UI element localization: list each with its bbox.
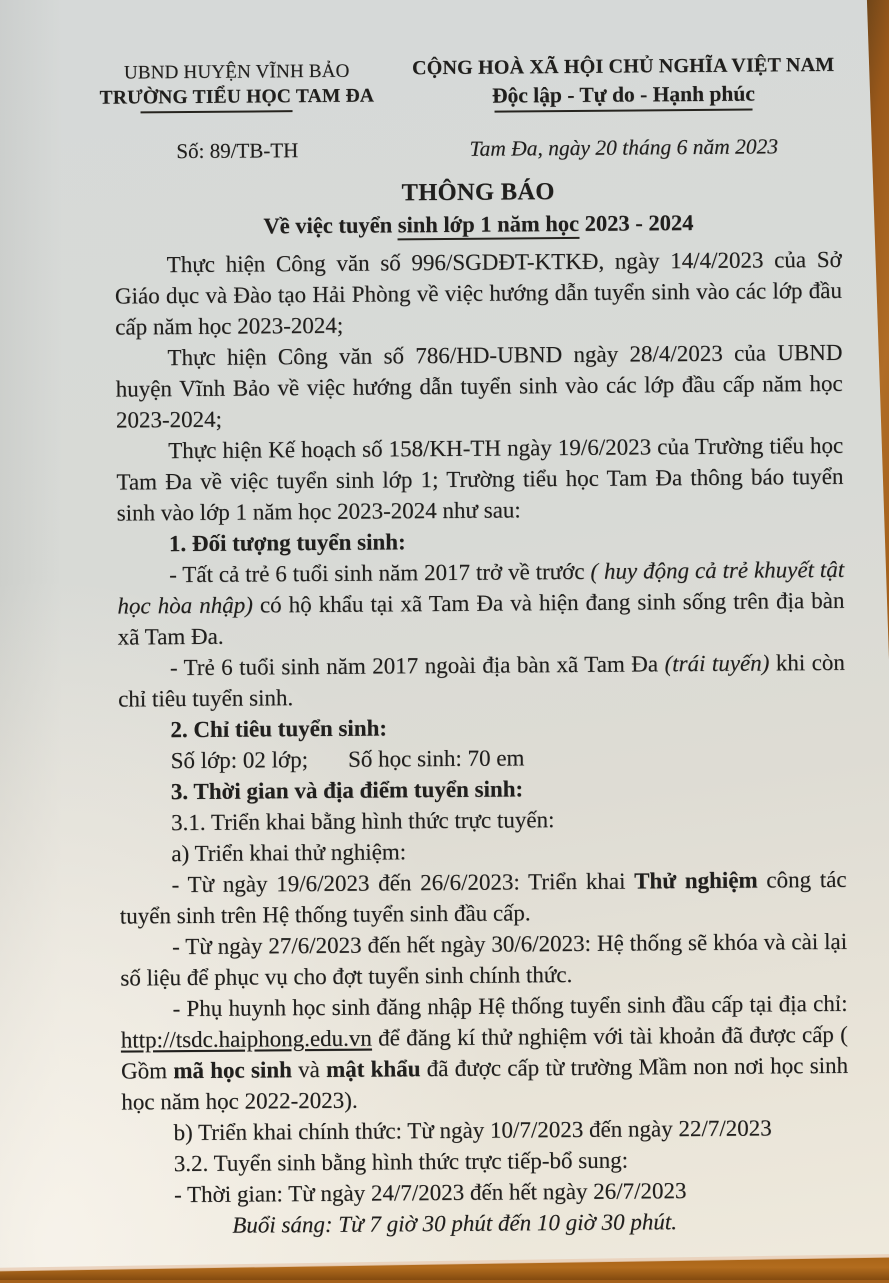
text-run-bold: mã học sinh [173, 1057, 292, 1084]
text-run: có hộ khẩu tại xã Tam Đa và hiện đang sinh sống trên địa bàn xã Tam Đa. [117, 587, 845, 650]
subtitle-text: Về việc tuyển [263, 212, 398, 239]
section-heading-3: 3. Thời gian và địa điểm tuyển sinh: [170, 776, 524, 805]
student-count: Số học sinh: 70 em [347, 745, 525, 772]
url-text: http://tsdc.haiphong.edu.vn [120, 1025, 372, 1053]
paragraph-system-lock: - Từ ngày 27/6/2023 đến hết ngày 30/6/2023: Hệ thống sẽ khóa và cài lại số liệu để phục vụ cho đợt tuyển sinh chính thức. [120, 928, 848, 991]
text-run: và [291, 1056, 327, 1083]
paragraph-legal-basis-2: Thực hiện Công văn số 786/HD-UBND ngày 28/4/2023 của UBND huyện Vĩnh Bảo về việc hướng dẫn tuyển sinh vào các lớp đầu cấp năm học 2023-2024; [115, 339, 843, 433]
class-count: Số lớp: 02 lớp; [170, 747, 309, 774]
paragraph-official-period: b) Triển khai chính thức: Từ ngày 10/7/2023 đến ngày 22/7/2023 [173, 1115, 772, 1146]
text-run: đã được cấp từ trường Mầm non nơi học sinh học năm học 2022-2023). [121, 1052, 849, 1115]
national-header-block [407, 54, 840, 162]
issuer-block [94, 60, 380, 164]
section-heading-1: 1. Đối tượng tuyển sinh: [168, 529, 406, 557]
paragraph-login-instructions [120, 988, 848, 1118]
text-run: - Phụ huynh học sinh đăng nhập Hệ thống tuyển sinh đầu cấp tại địa chỉ: [172, 990, 848, 1022]
text-run: - Trẻ 6 tuổi sinh năm 2017 ngoài địa bàn xã Tam Đa [169, 651, 665, 681]
issuer-parent-name: UBND HUYỆN VĨNH BẢO [123, 60, 350, 84]
issuer-underline [141, 110, 293, 113]
notice-body [115, 244, 850, 1242]
issuer-school-name: TRƯỜNG TIỂU HỌC TAM ĐA [99, 85, 375, 109]
paragraph-legal-basis-3: Thực hiện Kế hoạch số 158/KH-TH ngày 19/6/2023 của Trường tiểu học Tam Đa về việc tuyển sinh lớp 1; Trường tiểu học Tam Đa thông báo tuyển sinh vào lớp 1 năm học 2023-2024 như sau: [116, 432, 844, 526]
text-run-bold: mật khẩu [325, 1056, 421, 1082]
notice-title-block [115, 176, 841, 241]
text-run: khi còn chỉ tiêu tuyển sinh. [118, 649, 845, 712]
text-run-italic: ( huy động cả trẻ khuyết tật học hòa nhập) [117, 556, 845, 619]
text-run-bold: Thử nghiệm [634, 867, 758, 894]
text-run-italic: (trái tuyến) [664, 650, 770, 677]
paragraph-morning-hours: Buổi sáng: Từ 7 giờ 30 phút đến 10 giờ 30 phút. [232, 1209, 678, 1238]
motto-underline [495, 109, 753, 113]
subtitle-text: 2023 - 2024 [578, 210, 694, 236]
notice-title: THÔNG BÁO [401, 178, 555, 207]
paragraph-online-method: 3.1. Triển khai bằng hình thức trực tuyến: [171, 807, 555, 836]
text-run: - Từ ngày 19/6/2023 đến 26/6/2023: Triển khai [171, 868, 635, 898]
text-run: - Tất cả trẻ 6 tuổi sinh năm 2017 trở về trước [169, 558, 591, 588]
paragraph-direct-method: 3.2. Tuyển sinh bằng hình thức trực tiếp-bổ sung: [173, 1147, 629, 1177]
paragraph-direct-time: - Thời gian: Từ ngày 24/7/2023 đến hết ngày 26/7/2023 [173, 1178, 687, 1208]
paragraph-legal-basis-1: Thực hiện Công văn số 996/SGDĐT-KTKĐ, ngày 14/4/2023 của Sở Giáo dục và Đào tạo Hải Phòng về việc hướng dẫn tuyển sinh vào các lớp đầu cấp năm học 2023-2024; [114, 246, 843, 340]
national-motto-line2: Độc lập - Tự do - Hạnh phúc [491, 81, 755, 108]
paragraph-trial-period [119, 864, 846, 932]
document-number: Số: 89/TB-TH [176, 138, 299, 164]
text-run: công tác tuyển sinh trên Hệ thống tuyển sinh đầu cấp. [119, 866, 847, 929]
place-date: Tam Đa, ngày 20 tháng 6 năm 2023 [469, 134, 779, 161]
section-heading-2: 2. Chỉ tiêu tuyển sinh: [170, 715, 388, 743]
paragraph-eligibility-2 [118, 647, 845, 715]
paragraph-eligibility-1 [117, 554, 845, 653]
notice-subtitle [115, 209, 841, 241]
subtitle-underlined-text: sinh lớp 1 năm học [398, 211, 579, 240]
paragraph-trial-heading: a) Triển khai thử nghiệm: [171, 839, 407, 867]
text-run: để đăng kí thử nghiệm với tài khoản đã được cấp ( Gồm [120, 1021, 848, 1084]
national-motto-line1: CỘNG HOÀ XÃ HỘI CHỦ NGHĨA VIỆT NAM [412, 53, 835, 80]
